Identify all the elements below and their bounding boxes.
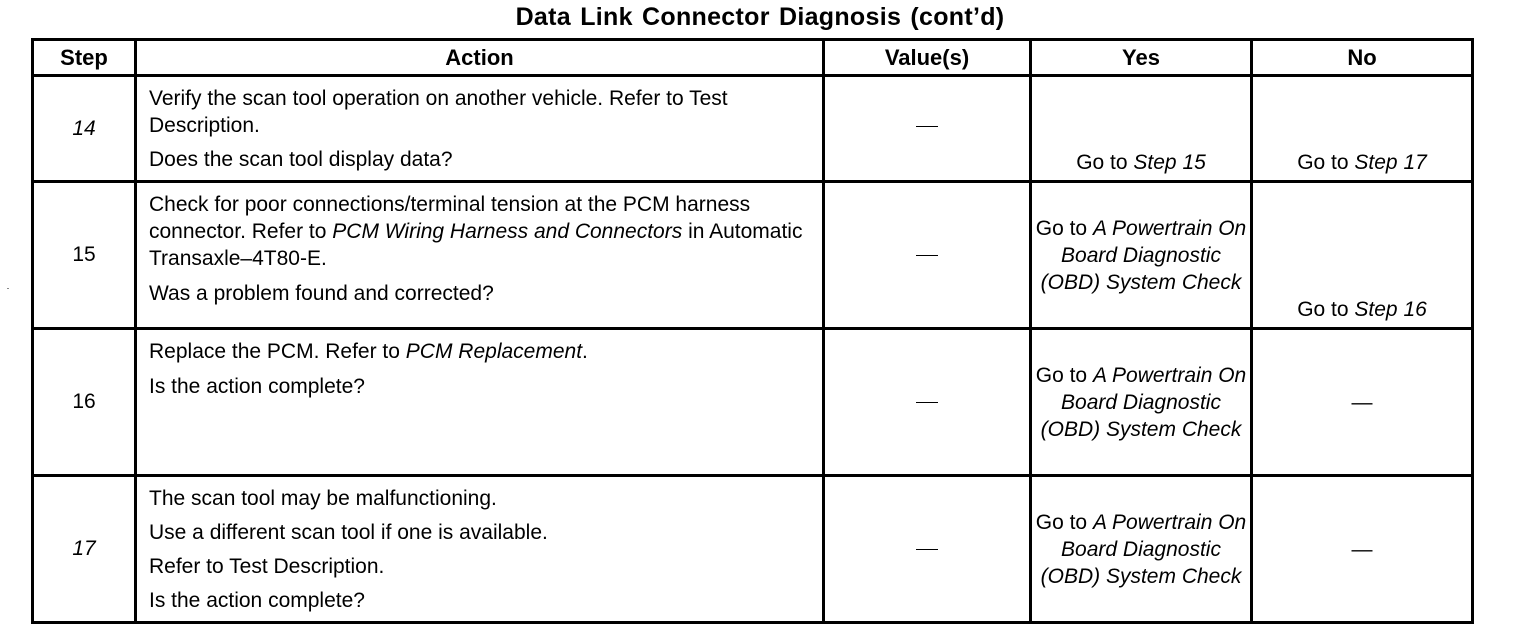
- action-text: Refer to Test Description.: [149, 555, 385, 578]
- no-cell: [1252, 76, 1473, 182]
- step-number: 15: [33, 182, 136, 329]
- action-cell: [136, 476, 824, 623]
- no-cell: [1252, 476, 1473, 623]
- diagnosis-table: [31, 38, 1474, 624]
- yes-step-link[interactable]: Step 15: [1133, 151, 1206, 174]
- table-row-step-17: [33, 476, 1473, 623]
- action-question: Is the action complete?: [149, 375, 365, 398]
- action-question: Is the action complete?: [149, 589, 365, 612]
- yes-prefix: Go to: [1035, 216, 1088, 240]
- no-cell: [1252, 182, 1473, 329]
- yes-obd-check-link[interactable]: A Powertrain On Board Diagnostic (OBD) System Check: [1040, 216, 1247, 294]
- table-header-row: [33, 40, 1473, 76]
- header-step: Step: [33, 40, 136, 76]
- table-row-step-14: [33, 76, 1473, 182]
- no-prefix: Go to: [1297, 298, 1349, 321]
- no-step-link[interactable]: Step 16: [1354, 298, 1427, 321]
- action-text: Use a different scan tool if one is available.: [149, 521, 548, 544]
- value-cell: [824, 182, 1031, 329]
- header-yes: Yes: [1031, 40, 1252, 76]
- yes-prefix: Go to: [1076, 151, 1128, 174]
- action-reference-link[interactable]: PCM Replacement: [405, 340, 583, 363]
- action-cell: [136, 329, 824, 476]
- header-no: No: [1252, 40, 1473, 76]
- action-question: Does the scan tool display data?: [149, 148, 453, 171]
- no-cell: [1252, 329, 1473, 476]
- value-cell: [824, 76, 1031, 182]
- no-dash: —: [1351, 390, 1373, 414]
- action-text: Verify the scan tool operation on another vehicle. Refer to Test Description.: [149, 87, 728, 137]
- table-row-step-15: [33, 182, 1473, 329]
- value-dash: [916, 126, 938, 127]
- action-text: Replace the PCM. Refer to PCM Replacement.: [149, 340, 588, 363]
- yes-prefix: Go to: [1035, 363, 1088, 387]
- value-dash: [916, 402, 938, 403]
- action-text: The scan tool may be malfunctioning.: [149, 487, 497, 510]
- action-reference-link[interactable]: PCM Wiring Harness and Connectors: [332, 220, 683, 243]
- yes-cell: [1031, 76, 1252, 182]
- header-values: Value(s): [824, 40, 1031, 76]
- value-dash: [916, 549, 938, 550]
- yes-cell: [1031, 476, 1252, 623]
- action-question: Was a problem found and corrected?: [149, 282, 494, 305]
- yes-obd-check-link[interactable]: A Powertrain On Board Diagnostic (OBD) System Check: [1040, 510, 1247, 588]
- table-row-step-16: [33, 329, 1473, 476]
- yes-obd-check-link[interactable]: A Powertrain On Board Diagnostic (OBD) System Check: [1040, 363, 1247, 441]
- action-text: Check for poor connections/terminal tension at the PCM harness connector. Refer to PCM Wiring Harness and Connectors in Automatic Transaxle–4T80-E.: [149, 193, 803, 270]
- step-number: 14: [33, 76, 136, 182]
- no-dash: —: [1351, 537, 1373, 561]
- header-action: Action: [136, 40, 824, 76]
- no-prefix: Go to: [1297, 151, 1349, 174]
- value-cell: [824, 329, 1031, 476]
- action-cell: [136, 76, 824, 182]
- no-step-link[interactable]: Step 17: [1354, 151, 1427, 174]
- yes-cell: [1031, 182, 1252, 329]
- yes-prefix: Go to: [1035, 510, 1088, 534]
- step-number: 17: [33, 476, 136, 623]
- value-cell: [824, 476, 1031, 623]
- action-cell: [136, 182, 824, 329]
- document-title: Data Link Connector Diagnosis (cont’d): [515, 3, 1005, 31]
- value-dash: [916, 255, 938, 256]
- yes-cell: [1031, 329, 1252, 476]
- step-number: 16: [33, 329, 136, 476]
- scan-speck: [7, 288, 9, 289]
